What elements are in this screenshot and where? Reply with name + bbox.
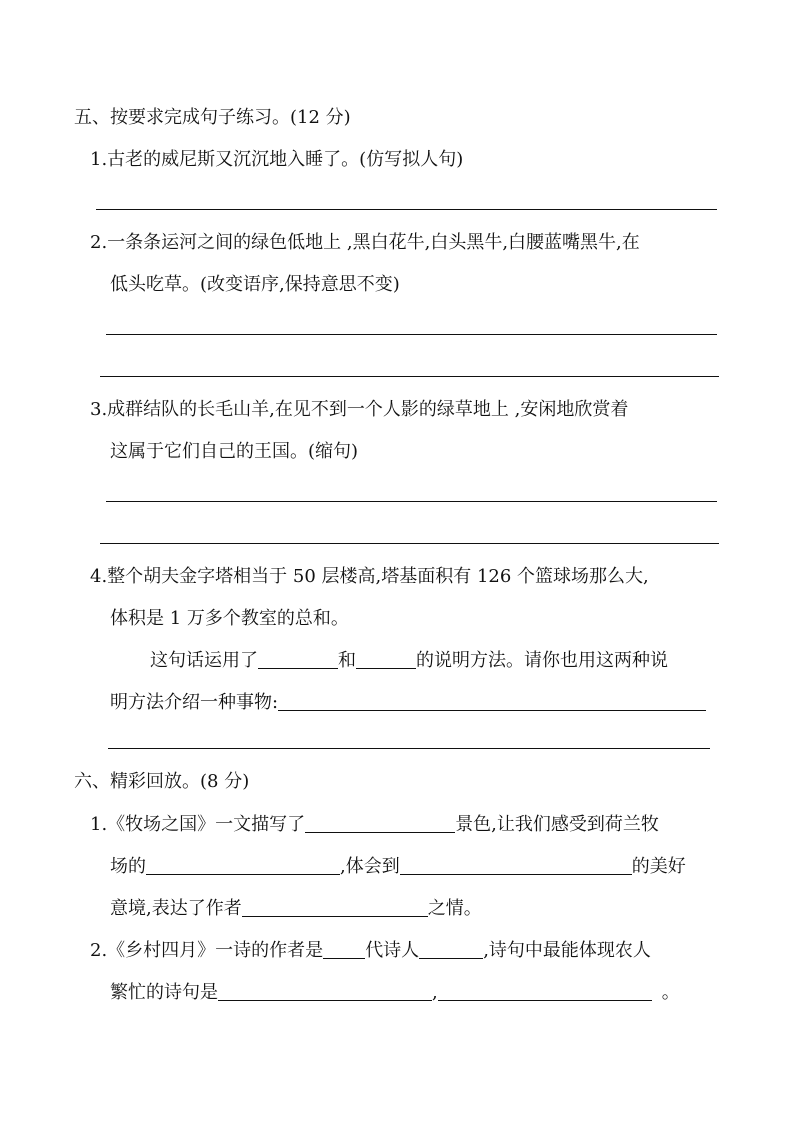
question-6-2-line2 — [110, 981, 680, 1005]
q6-2-text-c: ,诗句中最能体现农人 — [483, 940, 651, 961]
prompt-text-c: 的说明方法。请你也用这两种说 — [416, 650, 668, 671]
q6-1-text-b: 景色,让我们感受到荷兰牧 — [455, 814, 659, 835]
prompt-text-b: 和 — [338, 650, 356, 671]
question-5-3-line2: 这属于它们自己的王国。(缩句) — [110, 441, 359, 462]
mood-blank[interactable] — [400, 856, 632, 875]
poet-blank[interactable] — [419, 940, 483, 959]
question-5-4-line1: 4.整个胡夫金字塔相当于 50 层楼高,塔基面积有 126 个篮球场那么大, — [90, 566, 649, 587]
q6-2-text-a: 2.《乡村四月》一诗的作者是 — [90, 940, 324, 961]
answer-line-5-2b[interactable] — [100, 376, 719, 377]
question-6-2-line1 — [90, 939, 651, 963]
pasture-blank[interactable] — [146, 856, 340, 875]
question-5-4-line2: 体积是 1 万多个教室的总和。 — [110, 608, 349, 629]
q6-1-text-d: ,体会到 — [340, 856, 400, 877]
method-blank-1[interactable] — [258, 650, 338, 669]
q6-1-text-a: 1.《牧场之国》一文描写了 — [90, 814, 306, 835]
prompt-text-d: 明方法介绍一种事物: — [110, 692, 279, 713]
answer-line-5-1[interactable] — [96, 209, 717, 210]
prompt-text-a: 这句话运用了 — [150, 650, 258, 671]
section-5-title: 五、按要求完成句子练习。(12 分) — [74, 107, 351, 128]
answer-line-5-4[interactable] — [108, 748, 710, 749]
question-5-1: 1.古老的威尼斯又沉沉地入睡了。(仿写拟人句) — [90, 149, 464, 170]
question-5-2-line1: 2.一条条运河之间的绿色低地上 ,黑白花牛,白头黑牛,白腰蓝嘴黑牛,在 — [90, 232, 640, 253]
poem-line-blank-1[interactable] — [218, 982, 432, 1001]
q6-1-text-f: 意境,表达了作者 — [110, 898, 242, 919]
question-6-1-line3 — [110, 897, 482, 921]
question-5-2-line2: 低头吃草。(改变语序,保持意思不变) — [110, 274, 400, 295]
introduce-blank[interactable] — [278, 692, 706, 711]
question-6-1-line2 — [110, 855, 686, 879]
question-5-4-prompt-line2 — [110, 691, 706, 715]
q6-2-text-d: 繁忙的诗句是 — [110, 982, 218, 1003]
answer-line-5-3a[interactable] — [106, 501, 717, 502]
feeling-blank[interactable] — [242, 898, 428, 917]
dynasty-blank[interactable] — [323, 940, 365, 959]
question-6-1-line1 — [90, 813, 659, 837]
scenery-blank[interactable] — [305, 814, 455, 833]
section-6-title: 六、精彩回放。(8 分) — [74, 771, 250, 792]
question-5-3-line1: 3.成群结队的长毛山羊,在见不到一个人影的绿草地上 ,安闲地欣赏着 — [90, 399, 629, 420]
q6-2-text-e: , — [432, 982, 438, 1003]
q6-2-text-f: 。 — [661, 982, 680, 1003]
q6-1-text-e: 的美好 — [631, 856, 686, 877]
poem-line-blank-2[interactable] — [438, 982, 652, 1001]
answer-line-5-3b[interactable] — [100, 543, 719, 544]
question-5-4-prompt — [150, 649, 668, 673]
q6-2-text-b: 代诗人 — [365, 940, 420, 961]
method-blank-2[interactable] — [356, 650, 416, 669]
q6-1-text-c: 场的 — [110, 856, 146, 877]
answer-line-5-2a[interactable] — [106, 334, 717, 335]
q6-1-text-g: 之情。 — [427, 898, 482, 919]
